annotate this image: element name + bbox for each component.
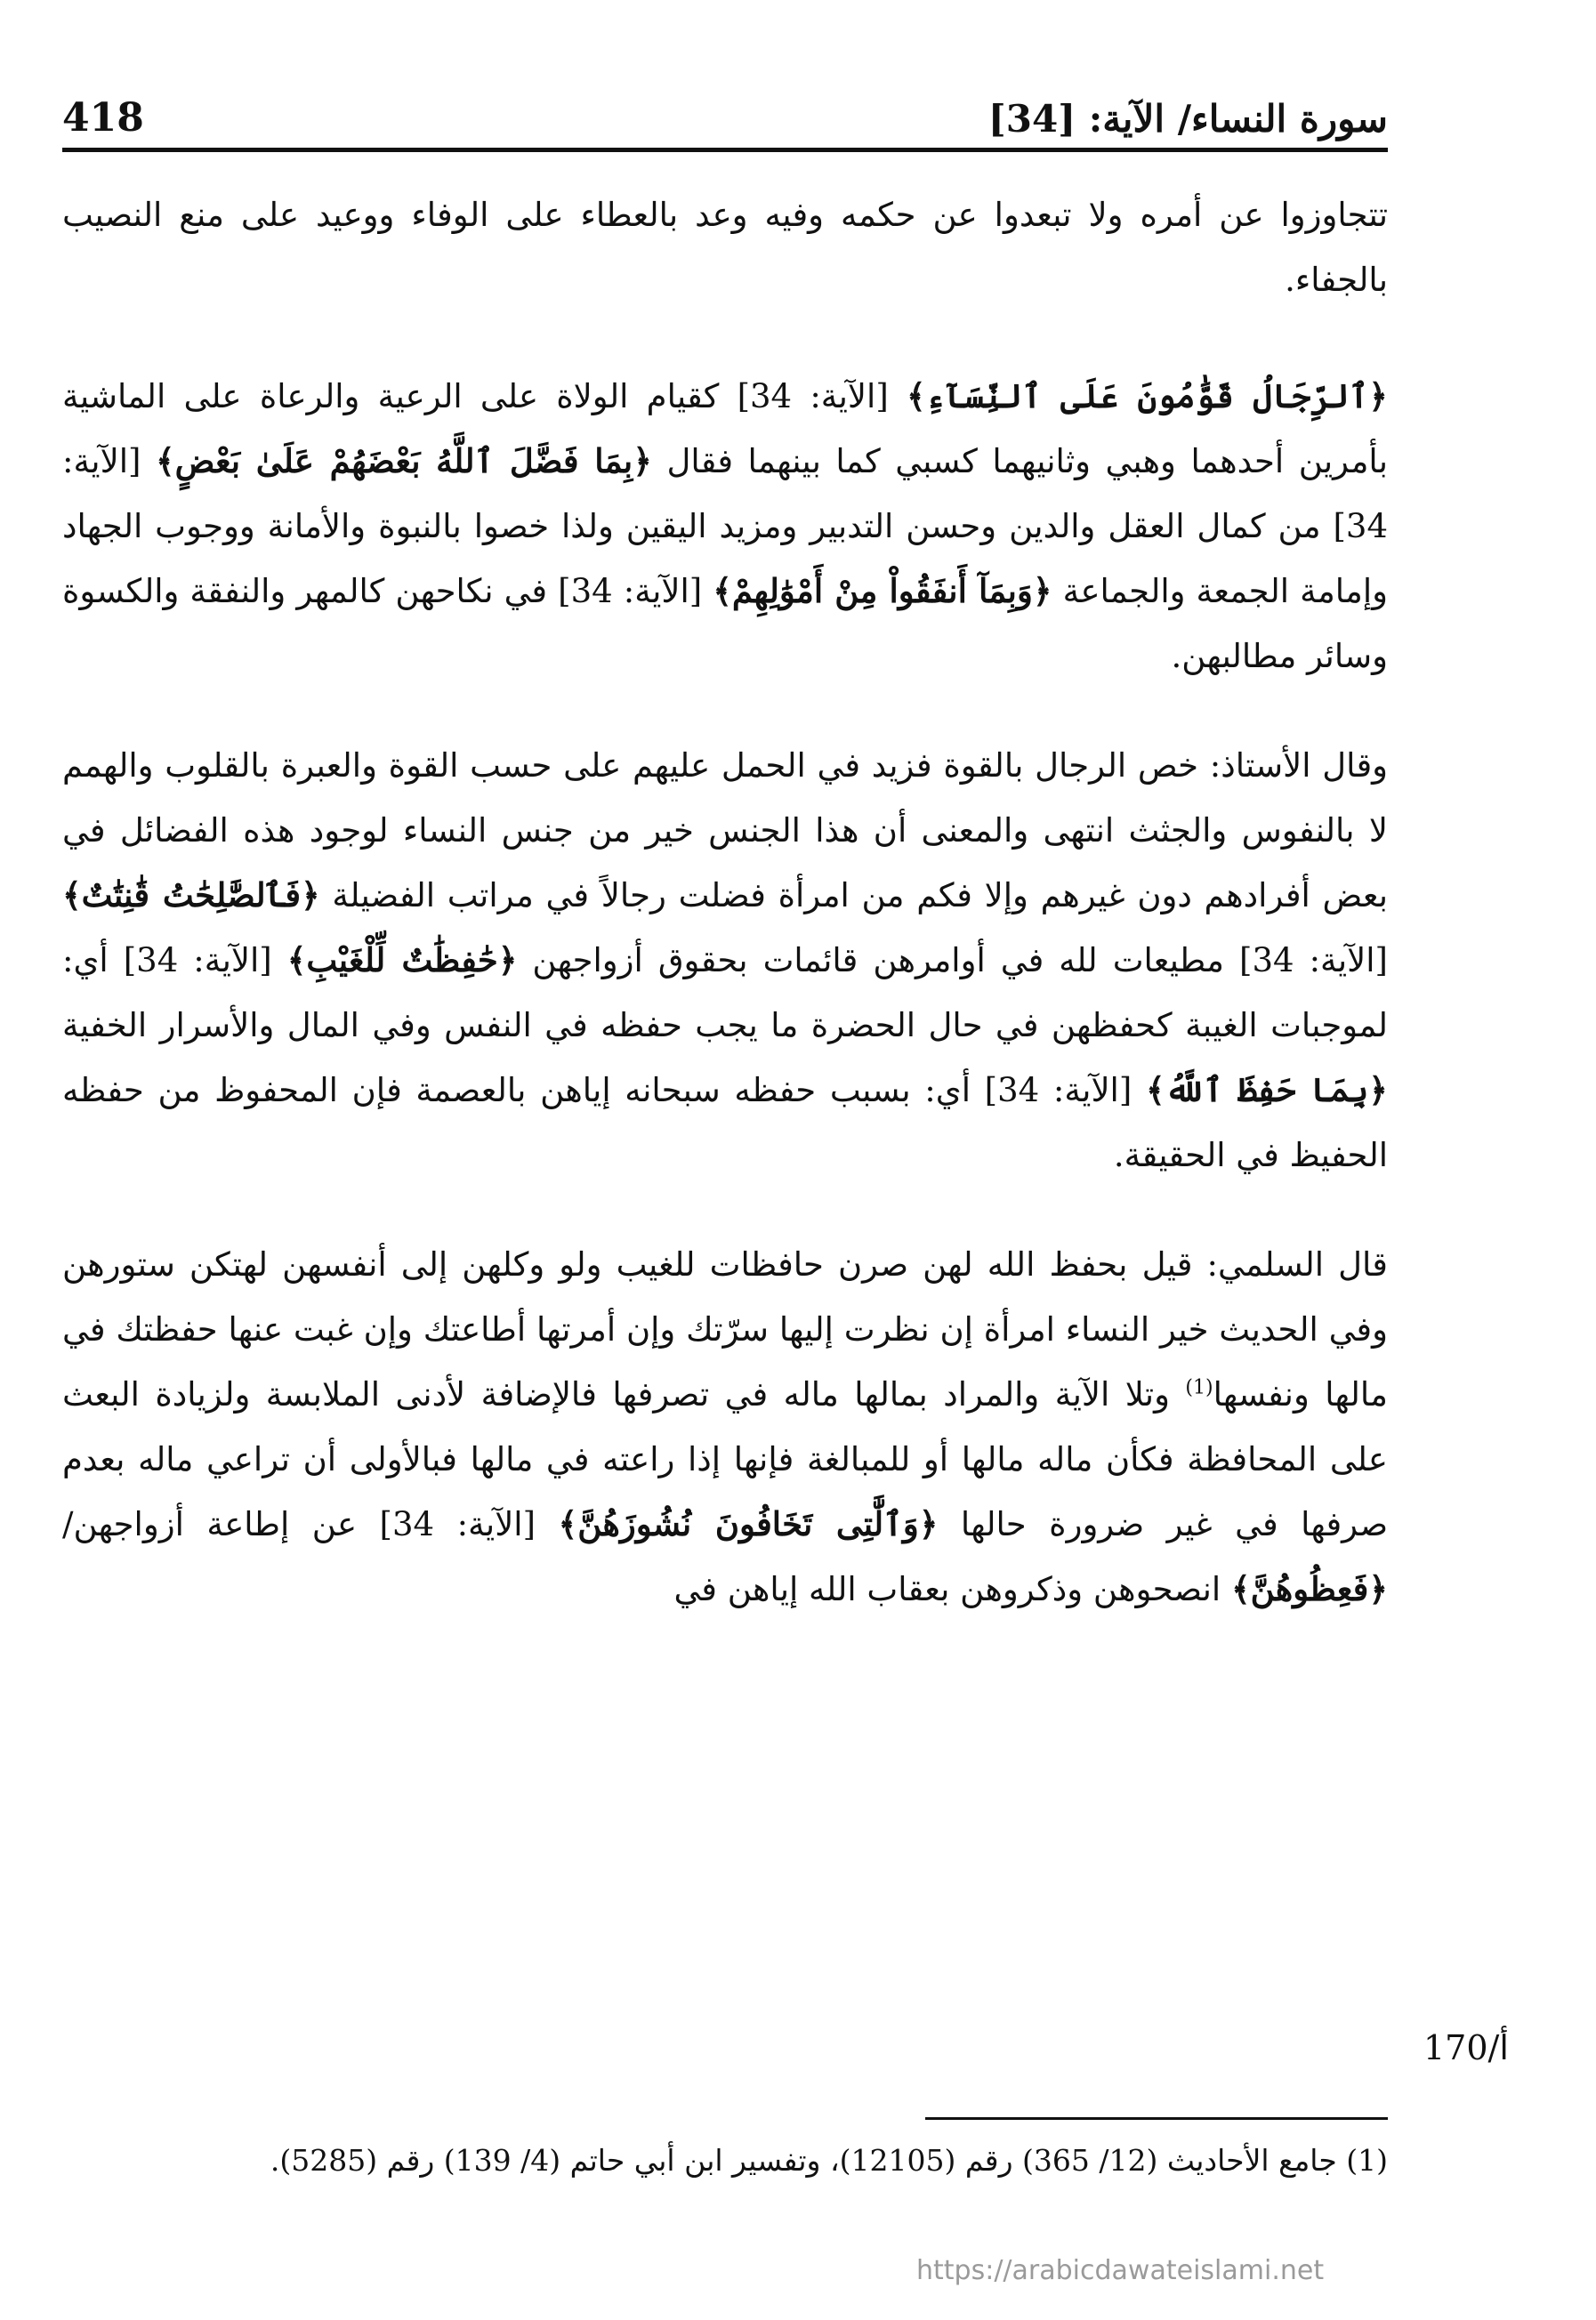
footnote-rule (925, 2117, 1388, 2120)
margin-folio-note: 170/أ (1423, 2028, 1509, 2067)
page-header (62, 78, 1388, 141)
paragraph-text: [الآية: 34] عن إطاعة أزواجهن/ (62, 1505, 559, 1543)
paragraph (62, 733, 1388, 1188)
quran-verse: ﴿ٱلرِّجَالُ قَوَّٰمُونَ عَلَى ٱلنِّسَآءِ﴾ (906, 376, 1388, 415)
quran-verse: ﴿فَٱلصَّٰلِحَٰتُ قَٰنِتَٰتٌ﴾ (62, 875, 320, 914)
paragraph-text: [الآية: 34] كقيام الولاة على الرعية والرعاة على الماشية بأمرين أحدهما وهبي وثانيهما كسبي كما بينهما فقال (62, 377, 1388, 480)
paragraph-text: تتجاوزوا عن أمره ولا تبعدوا عن حكمه وفيه وعد بالعطاء على الوفاء ووعيد على منع النصيب بالجفاء. (62, 196, 1388, 299)
paragraph (62, 182, 1388, 312)
quran-verse: ﴿بِمَا فَضَّلَ ٱللَّهُ بَعْضَهُمْ عَلَىٰ بَعْضٍ﴾ (155, 441, 652, 480)
paragraph-text: [الآية: 34] مطيعات لله في أوامرهن قائمات بحقوق أزواجهن (517, 941, 1388, 979)
paragraph-text: [الآية: 34] أي: بسبب حفظه سبحانه إياهن بالعصمة فإن المحفوظ من حفظه الحفيظ في الحقيقة. (62, 1071, 1388, 1174)
footnotes (62, 2135, 1388, 2187)
paragraph-text: انصحوهن وذكروهن بعقاب الله إياهن في (673, 1570, 1231, 1608)
quran-verse: ﴿وَبِمَآ أَنفَقُواْ مِنْ أَمْوَٰلِهِمْ﴾ (713, 571, 1052, 610)
quran-verse: ﴿حَٰفِظَٰتٌ لِّلْغَيْبِ﴾ (286, 940, 518, 979)
paragraph-text: وقال الأستاذ: خص الرجال بالقوة فزيد في الحمل عليهم على حسب القوة والعبرة بالقلوب والهمم لا بالنفوس والجثث انتهى والمعنى أن هذا الجنس خير من جنس النساء لوجود هذه الفضائل في بعض أفرادهم دون غيرهم وإلا فكم من امرأة فضلت رجالاً في مراتب الفضيلة (62, 746, 1388, 914)
footnote-item: (1) جامع الأحاديث (12/ 365) رقم (12105)، وتفسير ابن أبي حاتم (4/ 139) رقم (5285). (270, 2143, 1388, 2178)
paragraph-text: [الآية: 34] أي: لموجبات الغيبة كحفظهن في حال الحضرة ما يجب حفظه في النفس وفي المال والأسرار الخفية (62, 941, 1388, 1044)
paragraph (62, 1232, 1388, 1622)
watermark-url: https://arabicdawateislami.net (916, 2255, 1325, 2286)
paragraph-text: قال السلمي: قيل بحفظ الله لهن صرن حافظات للغيب ولو وكلهن إلى أنفسهن لهتكن ستورهن وفي الحديث خير النساء امرأة إن نظرت إليها سرّتك وإن أمرتها أطاعتك وإن غبت عنها حفظتك في مالها ونفسها (62, 1245, 1388, 1414)
header-rule (62, 148, 1388, 152)
quran-verse: ﴿بِمَا حَفِظَ ٱللَّهُ﴾ (1145, 1070, 1388, 1109)
page-number: 418 (62, 95, 144, 141)
paragraph-text: وتلا الآية والمراد بمالها ماله في تصرفها فالإضافة لأدنى الملابسة ولزيادة البعث على المحافظة فكأن ماله مالها أو للمبالغة فإنها إذا راعته في مالها فبالأولى أن تراعي ماله بعدم صرفها في غير ضرورة حالها (62, 1375, 1388, 1543)
quran-verse: ﴿فَعِظُوهُنَّ﴾ (1230, 1569, 1388, 1608)
paragraph-text: [الآية: 34] في نكاحهن كالمهر والنفقة والكسوة وسائر مطالبهن. (62, 572, 1388, 675)
quran-verse: ﴿وَٱلَّٰتِى تَخَافُونَ نُشُوزَهُنَّ﴾ (558, 1504, 939, 1543)
running-title: سورة النساء/ الآية: [34] (987, 97, 1388, 141)
paragraph-text: [الآية: 34] من كمال العقل والدين وحسن التدبير ومزيد اليقين ولذا خصوا بالنبوة والأمانة ووجوب الجهاد وإمامة الجمعة والجماعة (62, 442, 1389, 610)
paragraph (62, 364, 1388, 689)
footnote-reference: (1) (1185, 1376, 1213, 1399)
body-text (62, 182, 1388, 1666)
